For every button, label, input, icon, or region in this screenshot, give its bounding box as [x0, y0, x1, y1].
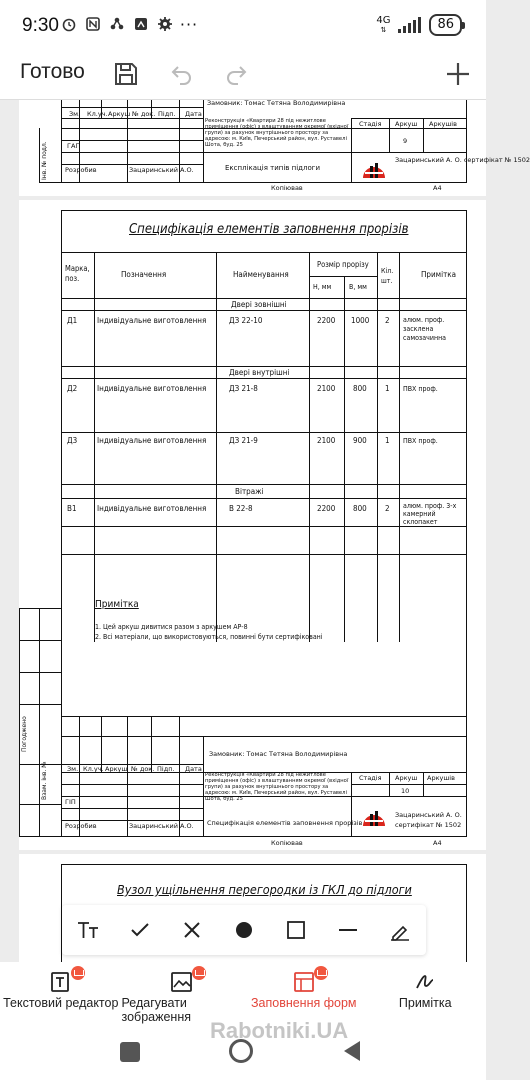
- tb-certificate-name: Зацаринський А. О.: [395, 811, 462, 819]
- row-3-designation: Індивідуальне виготовлення: [97, 436, 207, 445]
- header-b: В, мм: [349, 283, 367, 291]
- row-4-note: алюм. проф. 3-х камерний склопакет: [403, 502, 457, 526]
- redo-icon[interactable]: [220, 58, 252, 90]
- tab-edit-image-label: Редагувати зображення: [121, 996, 191, 1024]
- section-stained-glass: Вітражі: [235, 487, 264, 496]
- row-1-qty: 2: [385, 316, 390, 325]
- row-3-note: ПВХ проф.: [403, 437, 438, 445]
- section-external-doors: Двері зовнішні: [231, 300, 287, 309]
- row-2-name: ДЗ 21-8: [229, 384, 258, 393]
- nfc-icon: [84, 15, 102, 33]
- alarm-icon: [60, 15, 78, 33]
- signal-icon: [398, 17, 421, 33]
- tb-gip-label: ГІП: [65, 798, 76, 806]
- col-data: Дата: [185, 110, 202, 118]
- network-type: 4G ⇅: [376, 14, 391, 34]
- row-2-b: 800: [353, 384, 367, 393]
- col-arkush: Аркуш: [108, 110, 131, 118]
- tb-sheet-title: Специфікація елементів заповнення прорізів: [207, 819, 363, 827]
- save-icon[interactable]: [110, 58, 142, 90]
- row-4-mark: В1: [67, 504, 77, 513]
- undo-icon[interactable]: [166, 58, 198, 90]
- row-3-h: 2100: [317, 436, 336, 445]
- col-zm: Зм.: [69, 110, 81, 118]
- editor-toolbar: [0, 52, 486, 100]
- image-edit-icon: [168, 968, 196, 996]
- header-qty: Кіл. шт.: [381, 267, 394, 285]
- section-internal-doors: Двері внутрішні: [229, 368, 290, 377]
- note-line-1: 1. Цей аркуш дивитися разом з аркушем АР-8: [95, 623, 248, 631]
- tb-certificate-no: сертифікат № 1502: [395, 821, 462, 829]
- tb-sheet-number: 10: [401, 787, 410, 795]
- project-text: Реконструкція «Квартири 28 під нежитлове приміщення (офіс) з влаштуванням окремої (вхідної групи) за рахунок внутрішнього простору за адресою: м. Київ, Печерський район, вул. Руставелі Шота, буд. 25: [205, 118, 349, 148]
- tb-stage-label: Стадія: [359, 774, 382, 782]
- row-2-qty: 1: [385, 384, 390, 393]
- status-right: [376, 14, 462, 36]
- tab-text-editor[interactable]: [0, 962, 122, 1024]
- tb-col-data: Дата: [185, 765, 202, 773]
- row-1-h: 2200: [317, 316, 336, 325]
- add-icon[interactable]: [442, 58, 474, 90]
- row-4-h: 2200: [317, 504, 336, 513]
- tb-col-kl: Кл.уч.: [83, 765, 104, 773]
- row-4-b: 800: [353, 504, 367, 513]
- tab-annotation[interactable]: [365, 962, 487, 1024]
- side-label-inv: Взам. інв. №: [41, 761, 48, 800]
- company-logo-icon: [361, 154, 387, 180]
- developer-name: Зацаринський А.О.: [129, 166, 194, 174]
- row-1-mark: Д1: [67, 316, 78, 325]
- sheets-label: Аркушів: [429, 120, 457, 128]
- row-4-name: В 22-8: [229, 504, 253, 513]
- row-3-qty: 1: [385, 436, 390, 445]
- col-kl: Кл.уч.: [87, 110, 108, 118]
- format-label: А4: [433, 184, 442, 192]
- battery-icon: [429, 14, 462, 36]
- row-4-designation: Індивідуальне виготовлення: [97, 504, 207, 513]
- link-icon: [108, 15, 126, 33]
- row-2-h: 2100: [317, 384, 336, 393]
- header-note: Примітка: [421, 270, 457, 279]
- customer-name: Замовник: Томас Тетяна Володимирівна: [209, 750, 348, 758]
- recents-icon[interactable]: [120, 1042, 140, 1062]
- row-3-mark: Д3: [67, 436, 78, 445]
- row-2-note: ПВХ проф.: [403, 385, 438, 393]
- tb-project-text: Реконструкція «Квартири 28 під нежитлове приміщення (офіс) з влаштуванням окремої (вхідної групи) за рахунок внутрішнього простору за адресою: м. Київ, Печерський район, вул. Руставелі Шота, буд. 25: [205, 772, 349, 802]
- side-label: Інв. № подл.: [41, 141, 48, 180]
- col-pidp: Підп.: [158, 110, 176, 118]
- tab-form-fill[interactable]: [243, 962, 365, 1024]
- developer-label: Розробив: [65, 166, 97, 174]
- tb-developer-name: Зацаринський А.О.: [129, 822, 194, 830]
- spec-title: Специфікація елементів заповнення прорізів: [129, 222, 409, 237]
- note-line-2: 2. Всі матеріали, що використовуються, повинні бути сертифіковані: [95, 633, 323, 641]
- customer-text: Замовник: Томас Тетяна Володимирівна: [207, 99, 346, 107]
- tab-annotation-label: Примітка: [398, 996, 452, 1010]
- premium-crown-icon: [192, 966, 206, 980]
- row-2-designation: Індивідуальне виготовлення: [97, 384, 207, 393]
- settings-gear-icon: [156, 15, 174, 33]
- tb-sheet-label: Аркуш: [395, 774, 418, 782]
- tb-copied-label: Копіював: [271, 839, 303, 847]
- tb-company-logo-icon: [361, 802, 387, 828]
- next-sheet-title: Вузол ущільнення перегородки із ГКЛ до підлоги: [117, 882, 412, 897]
- header-mark: Марка, поз.: [65, 264, 90, 283]
- app-notification-icon: [132, 15, 150, 33]
- header-size: Розмір прорізу: [317, 260, 369, 269]
- premium-crown-icon: [314, 966, 328, 980]
- row-3-name: ДЗ 21-9: [229, 436, 258, 445]
- document-view[interactable]: [0, 99, 530, 960]
- col-doc: № док.: [132, 110, 156, 118]
- side-label-agreed: Погоджено: [21, 716, 28, 752]
- header-name: Найменування: [233, 270, 289, 279]
- annotation-icon: [411, 968, 439, 996]
- check-tool-icon[interactable]: [125, 915, 155, 945]
- dot-tool-icon[interactable]: [229, 915, 259, 945]
- status-time: 9:30: [22, 15, 59, 36]
- note-title: Примітка: [95, 599, 139, 610]
- header-designation: Позначення: [121, 270, 167, 279]
- row-2-mark: Д2: [67, 384, 78, 393]
- notification-icons: [60, 15, 198, 33]
- gip-label: ГАП: [67, 142, 81, 150]
- sheet-page-10: [19, 200, 486, 850]
- bottom-tab-bar: [0, 962, 486, 1024]
- row-1-name: ДЗ 22-10: [229, 316, 263, 325]
- header-h: Н, мм: [313, 283, 332, 291]
- premium-crown-icon: [71, 966, 85, 980]
- row-3-b: 900: [353, 436, 367, 445]
- sheet-label: Аркуш: [395, 120, 418, 128]
- text-editor-icon: [47, 968, 75, 996]
- text-tool-icon[interactable]: [73, 915, 103, 945]
- signature-tool-icon[interactable]: [385, 915, 415, 945]
- status-bar: [0, 0, 486, 52]
- watermark-text: Rabotniki.UA: [210, 1018, 349, 1043]
- tb-sheets-label: Аркушів: [427, 774, 455, 782]
- annotation-toolbar: [62, 905, 426, 955]
- form-fill-icon: [290, 968, 318, 996]
- cross-tool-icon[interactable]: [177, 915, 207, 945]
- copied-label: Копіював: [271, 184, 303, 192]
- stage-label: Стадія: [359, 120, 382, 128]
- sheet-number: 9: [403, 137, 408, 145]
- sheet-page-9: [19, 99, 530, 196]
- line-tool-icon[interactable]: [333, 915, 363, 945]
- row-4-qty: 2: [385, 504, 390, 513]
- more-dots-icon: ···: [179, 14, 199, 34]
- row-1-b: 1000: [351, 316, 370, 325]
- row-1-designation: Індивідуальне виготовлення: [97, 316, 207, 325]
- row-1-note: алюм. проф. засклена самозачинна: [403, 316, 447, 342]
- tb-col-doc: № док.: [131, 765, 155, 773]
- tab-text-editor-label: Текстовий редактор: [3, 996, 119, 1010]
- battery-level: 86: [437, 17, 454, 32]
- done-button[interactable]: Готово: [20, 60, 85, 83]
- certificate-text: Зацаринський А. О. сертифікат № 1502: [395, 156, 530, 164]
- tb-format-label: А4: [433, 839, 442, 847]
- tb-col-arkush: Аркуш: [105, 765, 128, 773]
- tab-form-fill-label: Заповнення форм: [250, 996, 357, 1010]
- sheet-title: Експлікація типів підлоги: [225, 164, 321, 172]
- tab-edit-image[interactable]: [122, 962, 244, 1024]
- tb-col-pidp: Підп.: [157, 765, 175, 773]
- tb-developer-label: Розробив: [65, 822, 97, 830]
- rectangle-tool-icon[interactable]: [281, 915, 311, 945]
- tb-col-zm: Зм.: [67, 765, 79, 773]
